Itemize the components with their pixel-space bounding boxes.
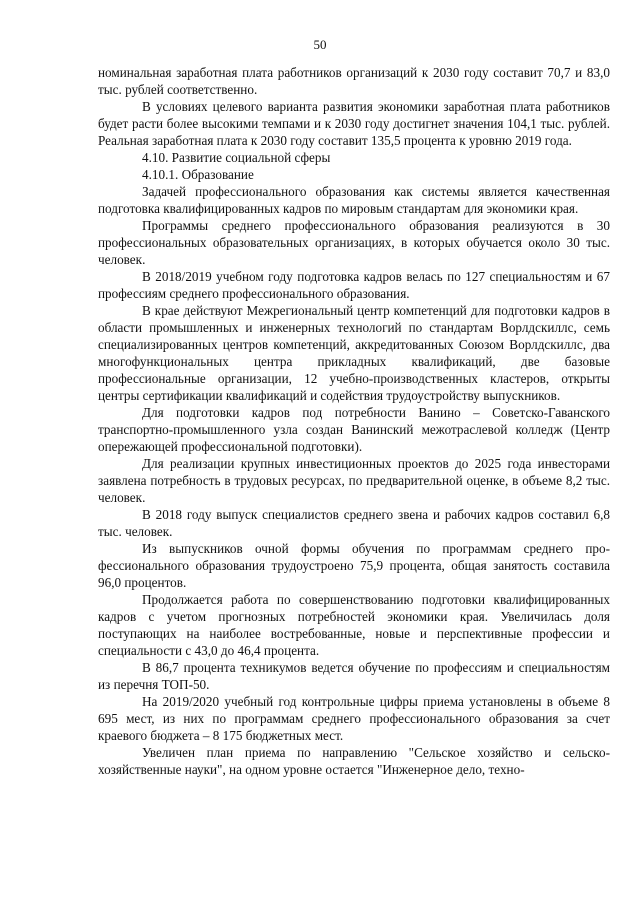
paragraph: Программы среднего профессионального образования реализуются в 30 профессиональных образовательных организациях, в которых обучается около 30 тыс. человек. (98, 218, 610, 267)
paragraph: В 2018/2019 учебном году подготовка кадров велась по 127 специальностям и 67 профессиям среднего профессионального образования. (98, 269, 610, 301)
paragraph: номинальная заработная плата работников организаций к 2030 году составит 70,7 и 83,0 тыс. рублей соответственно. (98, 65, 610, 97)
paragraph: В условиях целевого варианта развития экономики заработная плата работников будет расти более высокими темпами и к 2030 году достигнет значения 104,1 тыс. рублей. Реальная заработная плата к 2030 году составит 135,5 процента к уровню 2019 года. (98, 99, 610, 148)
page-number: 50 (313, 37, 327, 52)
document-body (98, 64, 610, 778)
paragraph: Увеличен план приема по направлению "Сельское хозяйство и сельскохозяйственные науки", на одном уровне остается "Инженерное дело, техно- (98, 745, 610, 777)
paragraph: В 86,7 процента техникумов ведется обучение по профессиям и специальностям из перечня ТОП-50. (98, 660, 610, 692)
paragraph: Для реализации крупных инвестиционных проектов до 2025 года инвесторами заявлена потребность в трудовых ресурсах, по предварительной оценке, в объеме 8,2 тыс. человек. (98, 456, 610, 505)
paragraph: Задачей профессионального образования как системы является качественная подготовка квалифицированных кадров по мировым стандартам для экономики края. (98, 184, 610, 216)
paragraph: В 2018 году выпуск специалистов среднего звена и рабочих кадров составил 6,8 тыс. человек. (98, 507, 610, 539)
paragraph: Продолжается работа по совершенствованию подготовки квалифицированных кадров с учетом прогнозных потребностей экономики края. Увеличилась доля поступающих на наиболее востребованные, новые и перспективные профессии и специальности с 43,0 до 46,4 процента. (98, 592, 610, 658)
paragraph: Из выпускников очной формы обучения по программам среднего профессионального образования трудоустроено 75,9 процента, общая занятость составила 96,0 процентов. (98, 541, 610, 590)
section-heading: 4.10. Развитие социальной сферы (142, 150, 331, 165)
subsection-heading: 4.10.1. Образование (142, 167, 254, 182)
paragraph: На 2019/2020 учебный год контрольные цифры приема установлены в объеме 8 695 мест, из них по программам среднего профессионального образования за счет краевого бюджета – 8 175 бюджетных мест. (98, 694, 610, 743)
paragraph: В крае действуют Межрегиональный центр компетенций для подготовки кадров в области промышленных и инженерных технологий по стандартам Ворлдскиллс, семь специализированных центров компетенций, аккредитованных Союзом Ворлдскиллс, два многофункциональных центра прикладных квалификаций, две базовые профессиональные организации, 12 учебно-производственных кластеров, открыты центры сертификации квалификаций и содействия трудоустройству выпускников. (98, 303, 610, 403)
paragraph: Для подготовки кадров под потребности Ванино – Советско-Гаванского транспортно-промышленного узла создан Ванинский межотраслевой колледж (Центр опережающей профессиональной подготовки). (98, 405, 610, 454)
